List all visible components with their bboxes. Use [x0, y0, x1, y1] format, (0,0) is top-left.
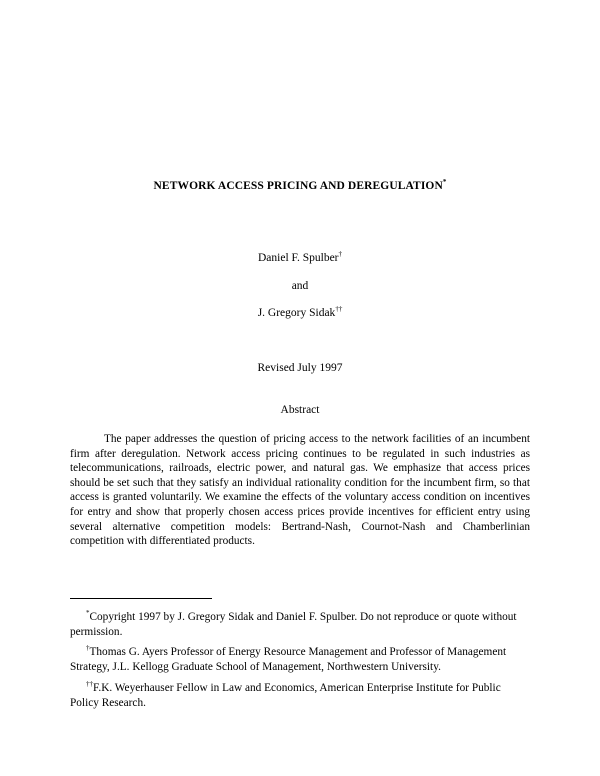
abstract-heading: Abstract — [280, 404, 320, 416]
paper-title-text: NETWORK ACCESS PRICING AND DEREGULATION — [153, 180, 443, 192]
author-1-name: Daniel F. Spulber — [257, 252, 339, 264]
author-2 — [0, 307, 600, 319]
paper-title — [0, 180, 600, 192]
footnote-3 — [70, 681, 530, 710]
footnote-separator — [70, 598, 212, 599]
footnote-2-mark: † — [86, 644, 90, 653]
author-2-name: J. Gregory Sidak — [257, 307, 336, 319]
footnote-1 — [70, 610, 530, 639]
revision-date: Revised July 1997 — [257, 362, 343, 374]
footnote-3-mark: †† — [86, 680, 93, 689]
author-conjunction: and — [291, 280, 309, 292]
footnote-1-mark: * — [86, 609, 90, 618]
footnote-2-text: Thomas G. Ayers Professor of Energy Resource Management and Professor of Management Strategy, J.L. Kellogg Graduate School of Management, Northwestern University. — [70, 646, 507, 673]
title-footnote-mark: * — [442, 178, 447, 187]
footnote-1-text: Copyright 1997 by J. Gregory Sidak and Daniel F. Spulber. Do not reproduce or quote without permission. — [70, 611, 517, 638]
abstract-body: The paper addresses the question of pricing access to the network facilities of an incumbent firm after deregulation. Network access pricing continues to be regulated in such industries as telecommunications, railroads, electric power, and natural gas. We emphasize that access prices should be set such that they satisfy an individual rationality condition for the incumbent firm, so that access is granted voluntarily. We examine the effects of the voluntary access condition on incentives for entry and show that properly chosen access prices provide incentives for efficient entry using several alternative competition models: Bertrand-Nash, Cournot-Nash and Chamberlinian competition with differentiated products. — [70, 433, 530, 548]
author-1-footnote-mark: † — [338, 250, 343, 259]
author-2-footnote-mark: †† — [335, 305, 343, 314]
footnote-3-text: F.K. Weyerhauser Fellow in Law and Economics, American Enterprise Institute for Public Policy Research. — [70, 682, 501, 709]
author-1 — [0, 252, 600, 264]
footnote-2 — [70, 645, 530, 674]
